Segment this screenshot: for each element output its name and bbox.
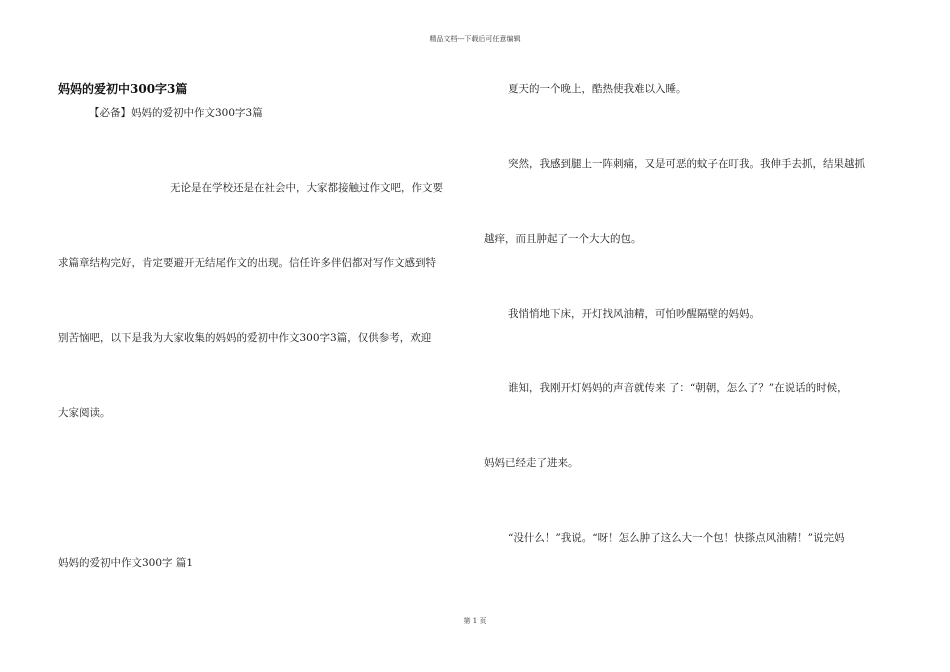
body-line-4: 我悄悄地下床，开灯找风油精，可怕吵醒隔壁的妈妈。 bbox=[508, 308, 760, 320]
body-line-2: 突然，我感到腿上一阵刺痛，又是可恶的蚊子在叮我。我伸手去抓，结果越抓 bbox=[508, 158, 865, 170]
intro-line-4: 大家阅读。 bbox=[58, 407, 111, 419]
article-title: 妈妈的爱初中300字3篇 bbox=[58, 82, 188, 96]
body-line-7: “没什么！”我说。“呀！怎么肿了这么大一个包！快搽点风油精！”说完妈 bbox=[508, 532, 845, 544]
page-header: 精品文档---下载后可任意编辑 bbox=[429, 35, 521, 43]
intro-line-2: 求篇章结构完好，肯定要避开无结尾作文的出现。信任许多伴侣都对写作文感到特 bbox=[58, 257, 436, 269]
article-subtitle: 【必备】妈妈的爱初中作文300字3篇 bbox=[89, 107, 263, 119]
body-line-5: 谁知，我刚开灯妈妈的声音就传来 了：“朝朝，怎么了？”在说话的时候， bbox=[508, 382, 848, 394]
intro-line-1: 无论是在学校还是在社会中，大家都接触过作文吧，作文要 bbox=[170, 182, 443, 194]
body-line-1: 夏天的一个晚上，酷热使我难以入睡。 bbox=[508, 83, 687, 95]
page-footer: 第 1 页 bbox=[463, 617, 487, 625]
body-line-3: 越痒，而且肿起了一个大大的包。 bbox=[484, 233, 642, 245]
section-heading: 妈妈的爱初中作文300字 篇1 bbox=[58, 557, 194, 569]
intro-line-3: 别苦恼吧，以下是我为大家收集的妈妈的爱初中作文300字3篇，仅供参考，欢迎 bbox=[58, 332, 432, 344]
body-line-6: 妈妈已经走了进来。 bbox=[484, 457, 579, 469]
